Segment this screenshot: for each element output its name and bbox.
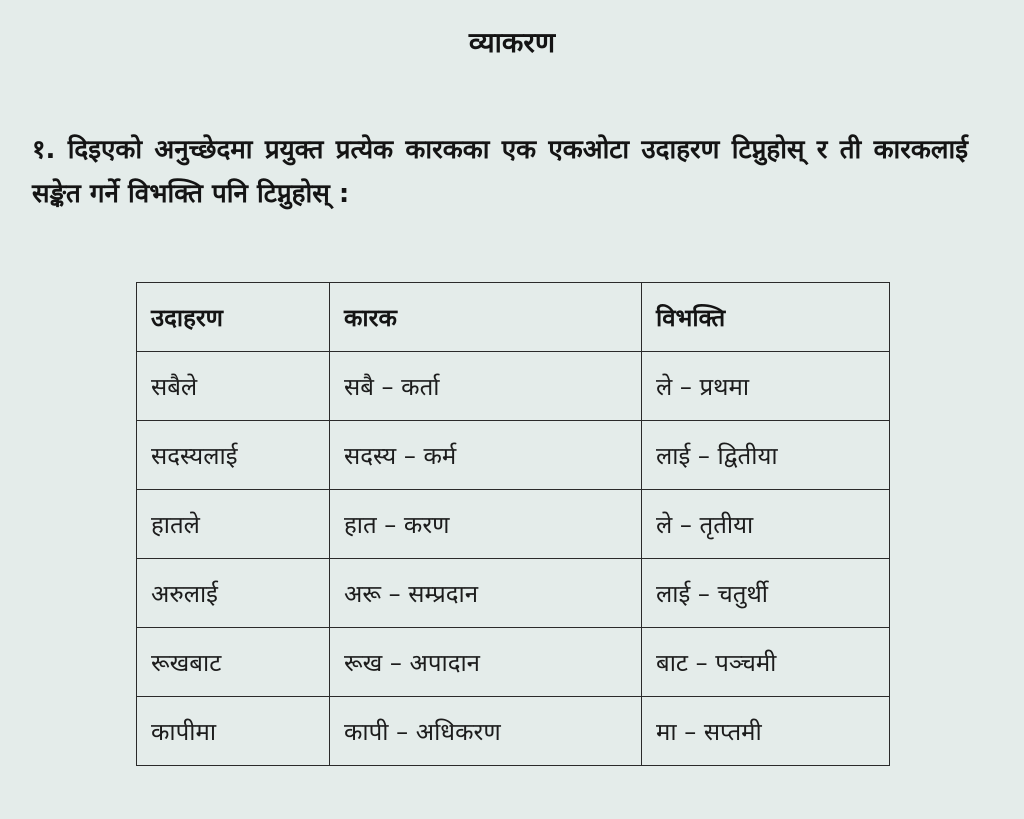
example-cell: सदस्यलाई bbox=[137, 421, 330, 490]
page-title: व्याकरण bbox=[468, 26, 556, 59]
question-text: १. दिइएको अनुच्छेदमा प्रयुक्त प्रत्येक कारकका एक एकओटा उदाहरण टिप्नुहोस् र ती कारकलाई सङ्केत गर्ने विभक्ति पनि टिप्नुहोस् : bbox=[32, 135, 968, 209]
table-row bbox=[137, 628, 890, 697]
table-row bbox=[137, 421, 890, 490]
example-cell: हातले bbox=[137, 490, 330, 559]
table-row bbox=[137, 490, 890, 559]
case-cell: रूख – अपादान bbox=[330, 628, 642, 697]
case-cell: कापी – अधिकरण bbox=[330, 697, 642, 766]
case-ending-cell: मा – सप्तमी bbox=[642, 697, 890, 766]
column-header-example: उदाहरण bbox=[137, 283, 330, 352]
case-ending-cell: लाई – चतुर्थी bbox=[642, 559, 890, 628]
table-header-row bbox=[137, 283, 890, 352]
case-cell: अरू – सम्प्रदान bbox=[330, 559, 642, 628]
table-row bbox=[137, 559, 890, 628]
case-ending-cell: लाई – द्वितीया bbox=[642, 421, 890, 490]
table-row bbox=[137, 697, 890, 766]
column-header-case: कारक bbox=[330, 283, 642, 352]
example-cell: अरुलाई bbox=[137, 559, 330, 628]
example-cell: कापीमा bbox=[137, 697, 330, 766]
grammar-table bbox=[136, 282, 890, 766]
case-ending-cell: बाट – पञ्चमी bbox=[642, 628, 890, 697]
example-cell: सबैले bbox=[137, 352, 330, 421]
column-header-case-ending: विभक्ति bbox=[642, 283, 890, 352]
case-ending-cell: ले – तृतीया bbox=[642, 490, 890, 559]
case-cell: सदस्य – कर्म bbox=[330, 421, 642, 490]
example-cell: रूखबाट bbox=[137, 628, 330, 697]
table-row bbox=[137, 352, 890, 421]
case-ending-cell: ले – प्रथमा bbox=[642, 352, 890, 421]
case-cell: सबै – कर्ता bbox=[330, 352, 642, 421]
case-cell: हात – करण bbox=[330, 490, 642, 559]
